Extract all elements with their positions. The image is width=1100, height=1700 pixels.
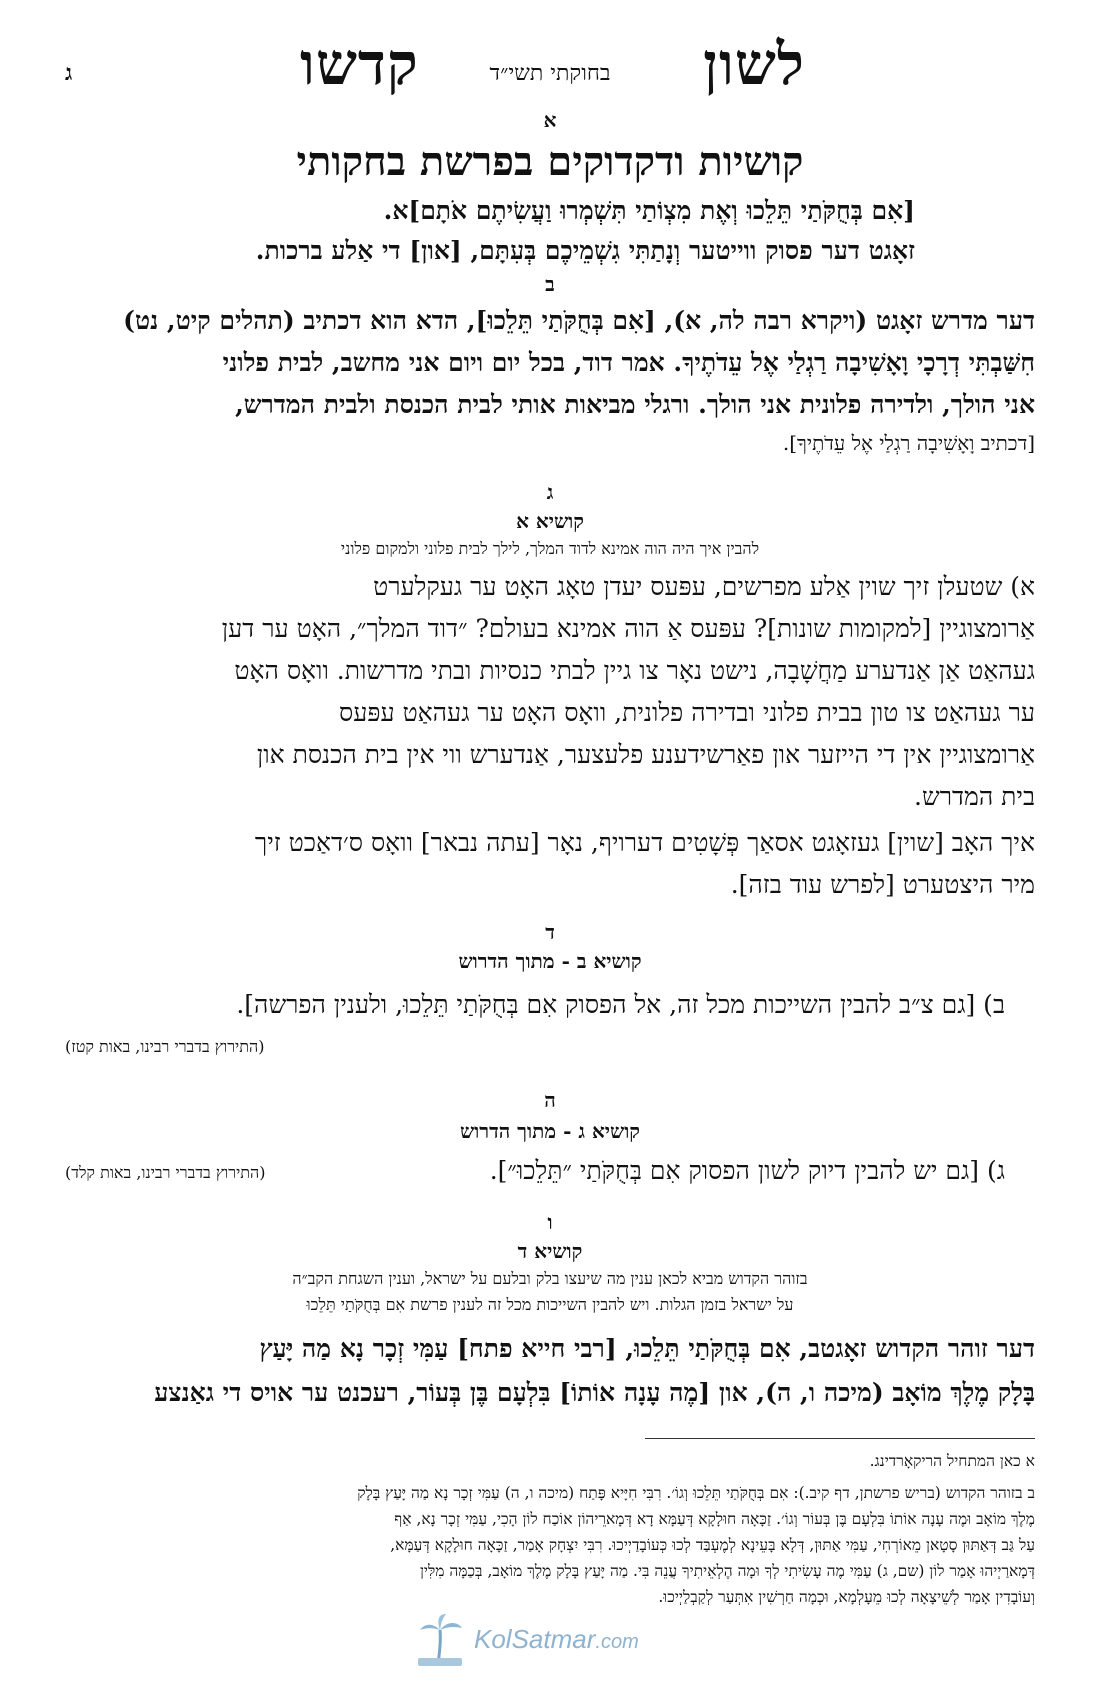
kushya-1-subtitle: להבין איך היה הוה אמינא לדוד המלך, לילך לבית פלוני ולמקום פלוני [340,539,760,558]
verse-line: [אִם בְּחֻקֹּתַי תֵּלֵכוּ וְאֶת מִצְוֹתַי תִּשְׁמְרוּ וַעֲשִׂיתֶם אֹתָם]א. [383,196,915,225]
kushya-1-line2: אַרומצוגיין [למקומות שונות]? עפּעס אַ הוה אמינא בעולם? ״דוד המלך״, האָט ער דען [221,614,1035,643]
footnote-b-line2: מֶלֶךְ מוֹאָב וּמֶה עָנָה אוֹתוֹ בִּלְעָם בֶּן בְּעוֹר וְגוֹ׳. זַכָּאָה חוּלָקָא דְּעַמָּא דָא דְּמָארֵיהוֹן אוֹכַח לוֹן הָכִי, עַמִּי זְכָר נָא, אַף [394,1510,1035,1528]
section-b-line3: אני הולך, ולדירה פלונית אני הולך. ורגלי מביאות אותי לבית הכנסת ולבית המדרש, [235,390,1035,419]
logo-name: KolSatmar [474,1624,596,1654]
kushya-1-line1: א) שטעלן זיך שוין אַלע מפרשים, עפּעס יעדן טאָג האָט ער געקלערט [373,572,1035,601]
palm-tree-icon [410,1610,470,1670]
header-word-left: קדשו [300,30,419,98]
zohar-line1: דער זוהר הקדוש זאָגטב, אִם בְּחֻקֹּתַי תֵּלֵכוּ, [רבי חייא פתח] עַמִּי זְכָר נָא מַה יָּעַץ [259,1334,1035,1363]
section-letter-v: ו [547,1210,553,1234]
kushya-4-sub1: בזוהר הקדוש מביא לכאן ענין מה שיעצו בלק ובלעם על ישראל, וענין השגחת הקב״ה [292,1269,808,1288]
kushya-3-text: ג) [גם יש להבין דיוק לשון הפסוק אִם בְּחֻקֹּתַי ״תֵּלֵכוּ״]. [489,1156,1005,1185]
section-letter-b: ב [545,272,555,296]
footnote-b-line1: ב בזוהר הקדוש (בריש פרשתן, דף קיב.): אִם בְּחֻקֹּתַי תֵּלֵכוּ וְגוֹ׳. רִבִּי חִיָּיא פָּתַח (מיכה ו, ה) עַמִּי זְכָר נָא מַה יָּעַץ בָּלָק [357,1484,1035,1502]
footnote-b-line4: דְּמָארַיְיהוּ אָמַר לוֹן (שם, ג) עַמִּי מֶה עָשִׂיתִי לְךָ וּמָה הֶלְאֵיתִיךָ עֲנֵה בִּי. מַה יָּעַץ בָּלָק מֶלֶךְ מוֹאָב, בְּכַמָּה מִלִּין [419,1562,1035,1580]
section-letter-d: ד [545,920,555,944]
header-parasha: בחוקתי תשי״ד [489,61,611,86]
footnote-a: א כאן המתחיל הריקאָרדינג. [869,1452,1035,1470]
kushya-1-line5: אַרומצוגיין אין די הייזער און פאַרשידענע פלעצער, אַנדערש ווי אין בית הכנסת און [256,740,1035,769]
kushya-2-note: (התירוץ בדברי רבינו, באות קטז) [65,1037,265,1056]
footnote-b-line5: וְעוֹבָדִין אָמַר לְשֵׁיצָאָה לְכוּ מֵעָלְמָא, וּכְמָה חַרְשִׁין אִתְּעַר לְקַבְלַיְיכוּ. [658,1588,1035,1606]
section-letter-h: ה [544,1088,556,1112]
section-b-line1: דער מדרש זאָגט (ויקרא רבה לה, א), [אִם בְּחֻקֹּתַי תֵּלֵכוּ], הדא הוא דכתיב (תהלים קיט, נט) [123,306,1035,335]
kushya-2-title: קושיא ב - מתוך הדרוש [458,949,642,973]
kushya-3-title: קושיא ג - מתוך הדרוש [459,1119,641,1143]
kolsatmar-logo [410,1610,680,1670]
kushya-1-line6: בית המדרש. [914,782,1035,811]
page-letter: ג [65,60,73,86]
zohar-line2: בָּלָק מֶלֶךְ מוֹאָב (מיכה ו, ה), און [מֶה עָנָה אוֹתוֹ] בִּלְעָם בֶּן בְּעוֹר, רעכנט ער אויס די גאַנצע [154,1378,1035,1407]
kushya-1-para2-line2: מיר היצטערט [לפרש עוד בזה]. [730,870,1035,899]
logo-suffix: .com [595,1631,639,1653]
kushya-2-text: ב) [גם צ״ב להבין השייכות מכל זה, אל הפסוק אִם בְּחֻקֹּתַי תֵּלֵכוּ, ולענין הפרשה]. [236,990,1005,1019]
kushya-1-title: קושיא א [516,509,584,533]
section-a-line2: זאָגט דער פסוק ווייטער וְנָתַתִּי גִשְׁמֵיכֶם בְּעִתָּם, [און] די אַלע ברכות. [255,236,915,265]
section-letter-a: א [543,108,557,132]
kushya-3-note: (התירוץ בדברי רבינו, באות קלד) [65,1163,266,1182]
section-b-line2: חִשַּׁבְתִּי דְרָכָי וָאָשִׁיבָה רַגְלַי אֶל עֵדֹתֶיךָ. אמר דוד, בכל יום ויום אני מחשב, לבית פלוני [222,348,1035,377]
header-word-right: לשון [703,30,805,98]
kushya-4-title: קושיא ד [517,1239,583,1263]
main-title: קושיות ודקדוקים בפרשת בחקותי [296,138,804,185]
section-b-line4: [דכתיב וָאָשִׁיבָה רַגְלַי אֶל עֵדֹתֶיךָ]. [782,431,1035,455]
section-letter-g: ג [546,480,554,504]
footnote-b-line3: עַל גַּב דְּאַתּוּן סָטָאן מֵאוֹרְחִי, עַמִּי אַתּוּן, דְּלָא בָּעֵינָא לְמֶעְבַּד לְכוּ כְּעוֹבָדַיְיכוּ. רִבִּי יִצְחָק אָמַר, זַכָּאָה חוּלָקָא דְּעַמָּא, [390,1536,1035,1554]
kushya-1-line3: געהאַט אַן אַנדערע מַחֲשָׁבָה, נישט נאָר צו גיין לבתי כנסיות ובתי מדרשות. וואָס האָט [234,656,1035,685]
kushya-1-para2-line1: איך האָב [שוין] געזאָגט אסאַך פְּשָׁטִים דערויף, נאָר [עתה נבאר] וואָס ס׳דאַכט זיך [254,828,1035,857]
kushya-1-line4: ער געהאַט צו טון בבית פלוני ובדירה פלונית, וואָס האָט ער געהאַט עפּעס [339,698,1035,727]
footnote-divider [645,1438,1035,1439]
kushya-4-sub2: על ישראל בזמן הגלות. ויש להבין השייכות מכל זה לענין פרשת אִם בְּחֻקֹּתַי תֵּלֵכוּ [306,1295,794,1314]
